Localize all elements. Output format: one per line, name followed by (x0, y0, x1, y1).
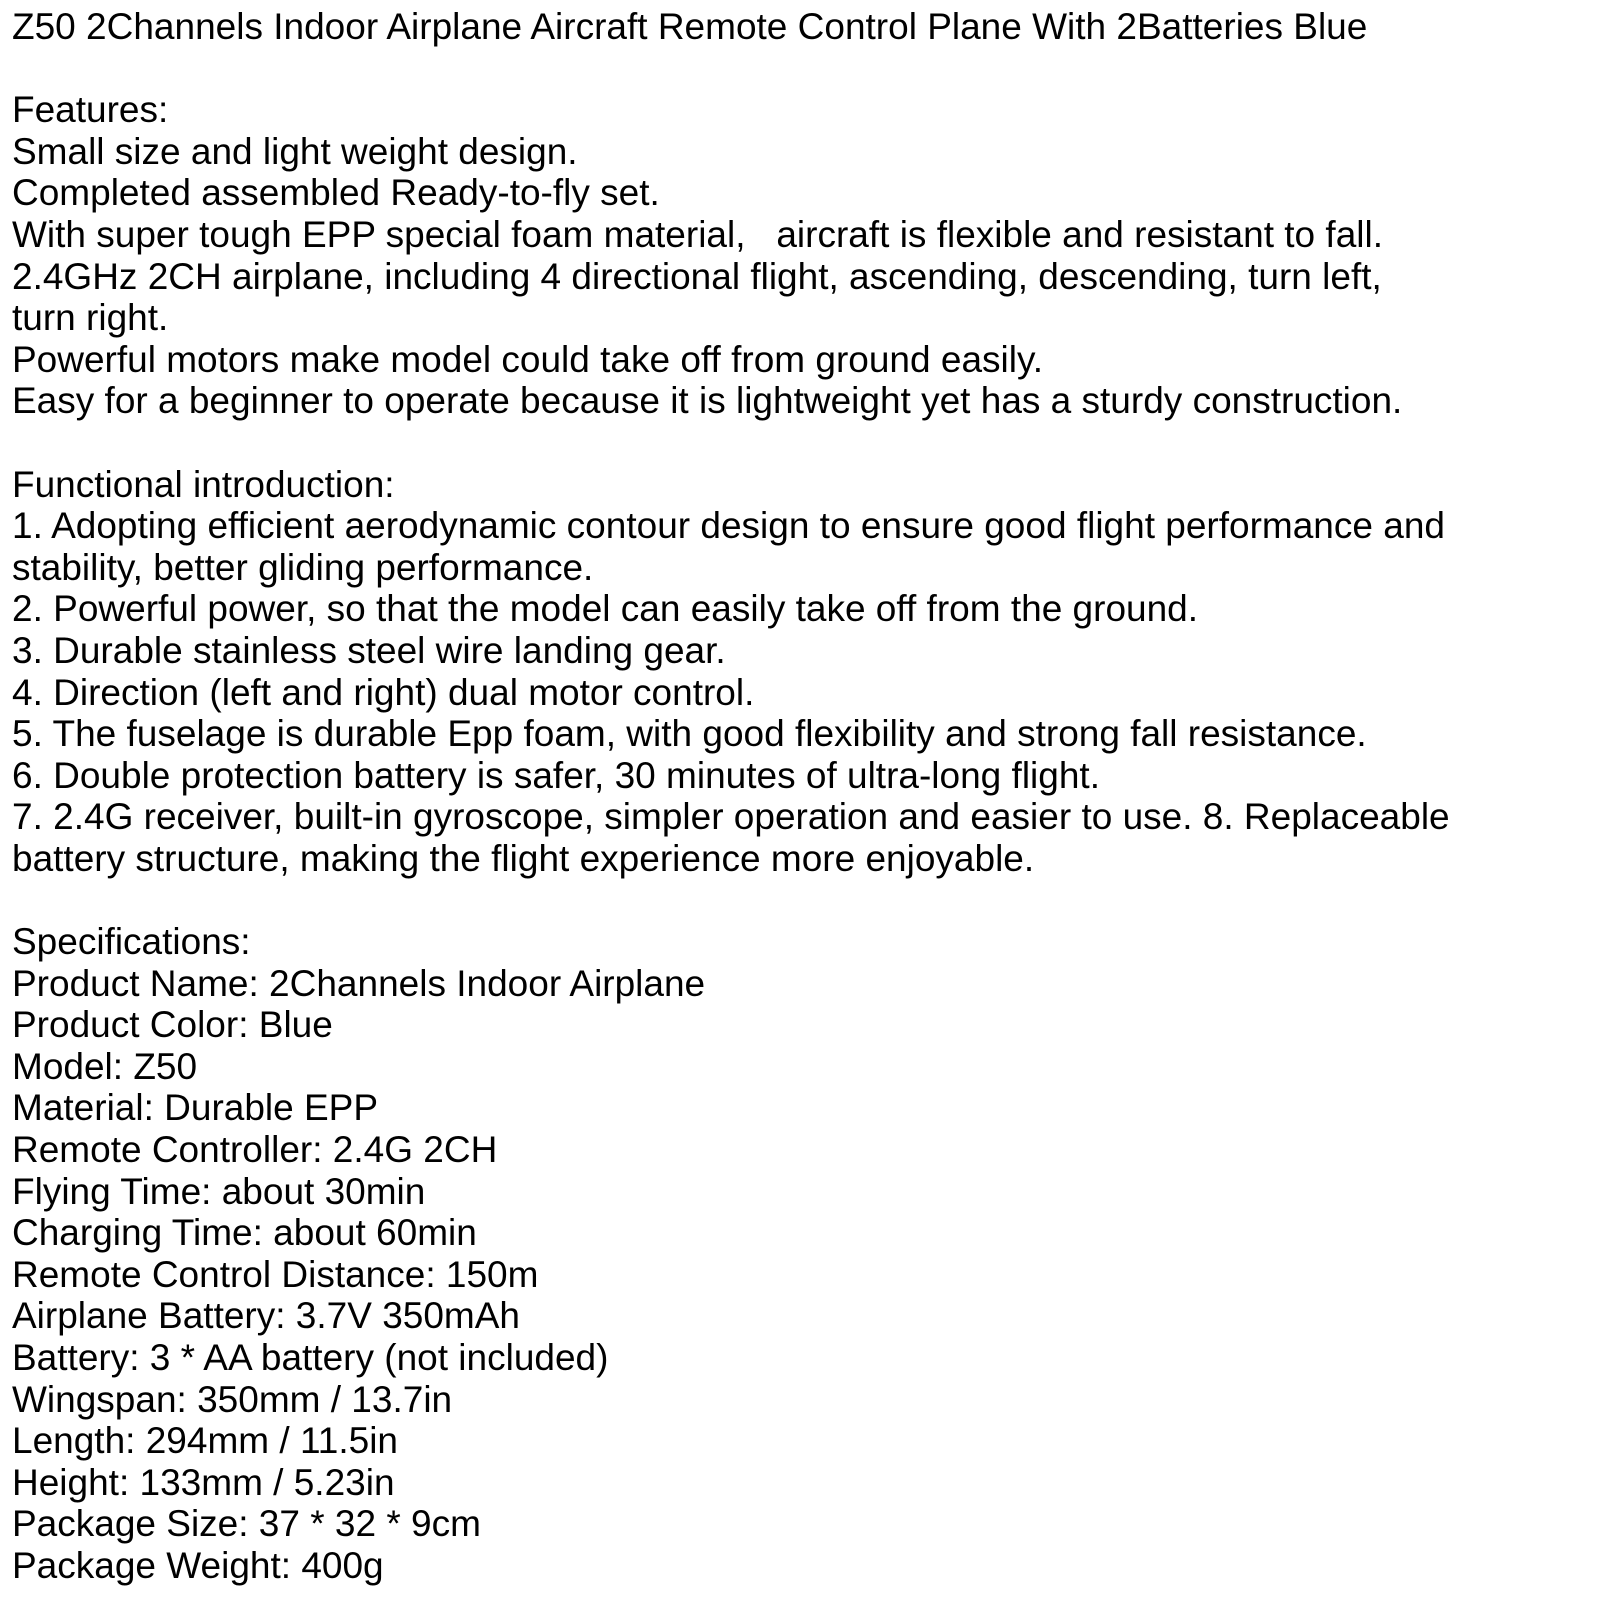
spec-line: Airplane Battery: 3.7V 350mAh (12, 1295, 521, 1337)
spec-line: Remote Control Distance: 150m (12, 1253, 539, 1295)
spec-line: Battery: 3 * AA battery (not included) (12, 1337, 609, 1378)
spec-line: Material: Durable EPP (12, 1087, 379, 1129)
features-section (12, 89, 1592, 422)
specifications-section (12, 921, 1592, 1587)
functional-line: battery structure, making the flight experience more enjoyable. (12, 837, 1035, 879)
features-heading: Features: (12, 89, 169, 131)
spec-line: Remote Controller: 2.4G 2CH (12, 1129, 498, 1171)
spec-line: Product Name: 2Channels Indoor Airplane (12, 962, 706, 1004)
functional-line: 5. The fuselage is durable Epp foam, with good flexibility and strong fall resistance. (12, 713, 1367, 755)
spec-line: Wingspan: 350mm / 13.7in (12, 1378, 453, 1420)
spec-line: Product Color: Blue (12, 1004, 333, 1046)
feature-line: Powerful motors make model could take off from ground easily. (12, 338, 1043, 380)
functional-line: 2. Powerful power, so that the model can easily take off from the ground. (12, 588, 1199, 630)
feature-line: Easy for a beginner to operate because it is lightweight yet has a sturdy construction. (12, 380, 1403, 422)
spacer (12, 48, 1592, 90)
functional-heading: Functional introduction: (12, 463, 395, 505)
spec-line: Height: 133mm / 5.23in (12, 1461, 395, 1503)
product-description (12, 6, 1592, 1587)
functional-line: 4. Direction (left and right) dual motor control. (12, 671, 755, 713)
functional-line: stability, better gliding performance. (12, 546, 594, 588)
functional-line: 3. Durable stainless steel wire landing gear. (12, 629, 726, 671)
feature-line: Small size and light weight design. (12, 130, 578, 172)
feature-line: With super tough EPP special foam material, aircraft is flexible and resistant to fall. (12, 213, 1383, 255)
functional-line: 1. Adopting efficient aerodynamic contour design to ensure good flight performance and (12, 505, 1445, 547)
feature-line: 2.4GHz 2CH airplane, including 4 directional flight, ascending, descending, turn left, (12, 255, 1382, 297)
spec-line: Charging Time: about 60min (12, 1212, 477, 1254)
specifications-heading: Specifications: (12, 921, 251, 963)
spacer (12, 422, 1592, 464)
feature-line: Completed assembled Ready-to-fly set. (12, 172, 660, 214)
functional-section (12, 464, 1592, 880)
spec-line: Model: Z50 (12, 1045, 198, 1087)
spec-line: Flying Time: about 30min (12, 1170, 426, 1212)
spacer (12, 879, 1592, 921)
functional-line: 7. 2.4G receiver, built-in gyroscope, simpler operation and easier to use. 8. Replaceable (12, 796, 1450, 838)
spec-line: Length: 294mm / 11.5in (12, 1420, 399, 1462)
product-title: Z50 2Channels Indoor Airplane Aircraft Remote Control Plane With 2Batteries Blue (12, 6, 1368, 47)
functional-line: 6. Double protection battery is safer, 30 minutes of ultra-long flight. (12, 754, 1100, 796)
spec-line: Package Size: 37 * 32 * 9cm (12, 1503, 481, 1545)
feature-line: turn right. (12, 297, 169, 339)
spec-line: Package Weight: 400g (12, 1544, 384, 1586)
